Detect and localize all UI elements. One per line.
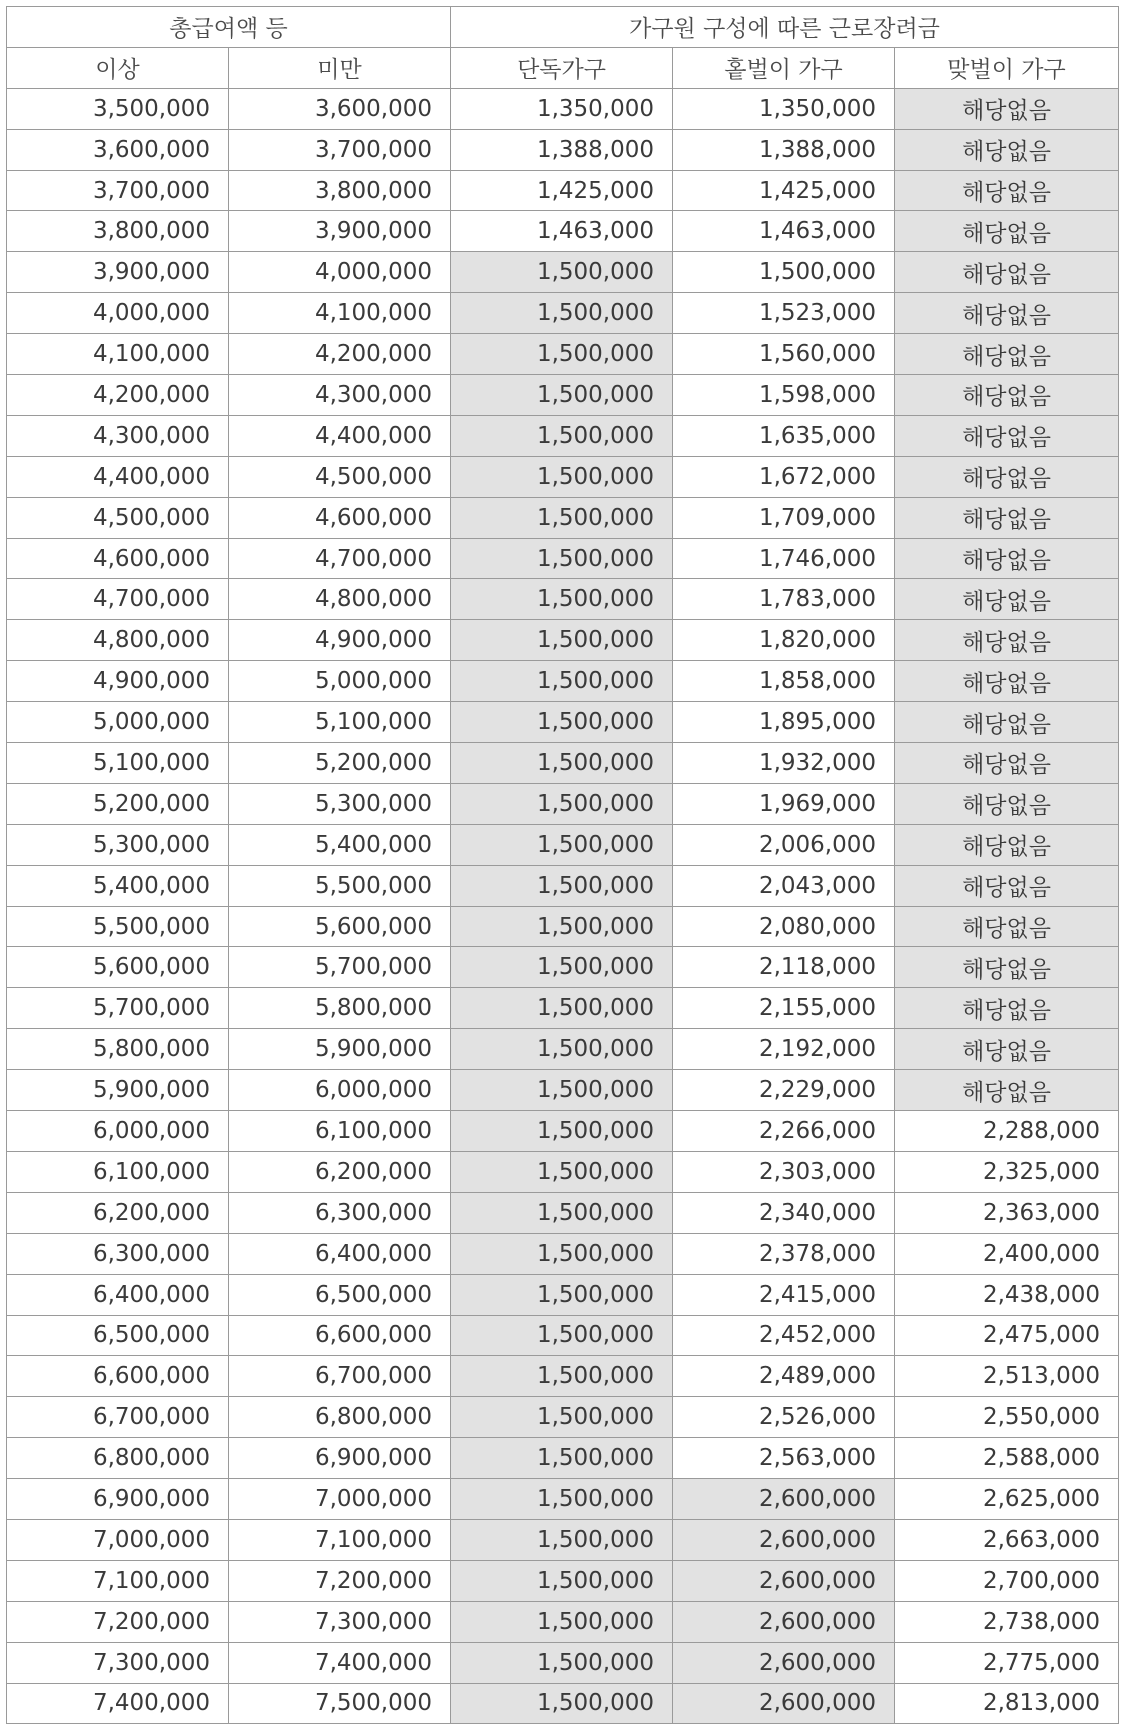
table-row: [7, 1029, 1119, 1070]
cell-dual-earner: 해당없음: [895, 1029, 1119, 1070]
table-row: [7, 252, 1119, 293]
cell-single-earner: 1,463,000: [673, 211, 895, 252]
cell-single: 1,500,000: [451, 1642, 673, 1683]
column-header-max: 미만: [229, 47, 451, 88]
table-row: [7, 783, 1119, 824]
cell-dual-earner: 해당없음: [895, 661, 1119, 702]
table-row: [7, 1479, 1119, 1520]
cell-single-earner: 2,452,000: [673, 1315, 895, 1356]
cell-dual-earner: 해당없음: [895, 947, 1119, 988]
cell-min: 7,300,000: [7, 1642, 229, 1683]
cell-min: 6,000,000: [7, 1111, 229, 1152]
cell-dual-earner: 2,700,000: [895, 1560, 1119, 1601]
cell-max: 4,500,000: [229, 456, 451, 497]
cell-single: 1,500,000: [451, 1356, 673, 1397]
table-row: [7, 906, 1119, 947]
cell-single-earner: 2,192,000: [673, 1029, 895, 1070]
cell-min: 6,800,000: [7, 1438, 229, 1479]
cell-max: 6,400,000: [229, 1233, 451, 1274]
cell-dual-earner: 2,288,000: [895, 1111, 1119, 1152]
cell-max: 7,300,000: [229, 1601, 451, 1642]
cell-min: 5,300,000: [7, 824, 229, 865]
table-row: [7, 1438, 1119, 1479]
cell-dual-earner: 해당없음: [895, 375, 1119, 416]
cell-min: 5,600,000: [7, 947, 229, 988]
cell-single-earner: 2,340,000: [673, 1192, 895, 1233]
cell-single: 1,425,000: [451, 170, 673, 211]
cell-min: 5,500,000: [7, 906, 229, 947]
cell-single: 1,500,000: [451, 906, 673, 947]
cell-min: 6,300,000: [7, 1233, 229, 1274]
cell-single-earner: 2,563,000: [673, 1438, 895, 1479]
cell-max: 5,900,000: [229, 1029, 451, 1070]
cell-dual-earner: 2,550,000: [895, 1397, 1119, 1438]
cell-max: 3,900,000: [229, 211, 451, 252]
cell-single-earner: 2,229,000: [673, 1070, 895, 1111]
cell-dual-earner: 2,588,000: [895, 1438, 1119, 1479]
cell-single: 1,500,000: [451, 1560, 673, 1601]
cell-single-earner: 2,600,000: [673, 1519, 895, 1560]
cell-single-earner: 1,932,000: [673, 743, 895, 784]
table-row: [7, 1111, 1119, 1152]
cell-max: 6,500,000: [229, 1274, 451, 1315]
table-row: [7, 293, 1119, 334]
cell-dual-earner: 해당없음: [895, 252, 1119, 293]
table-row: [7, 1601, 1119, 1642]
column-header-min: 이상: [7, 47, 229, 88]
cell-max: 4,900,000: [229, 620, 451, 661]
cell-single-earner: 2,118,000: [673, 947, 895, 988]
table-row: [7, 1519, 1119, 1560]
cell-single-earner: 2,600,000: [673, 1642, 895, 1683]
cell-dual-earner: 해당없음: [895, 88, 1119, 129]
cell-min: 4,400,000: [7, 456, 229, 497]
cell-single: 1,500,000: [451, 1192, 673, 1233]
cell-single-earner: 2,600,000: [673, 1683, 895, 1724]
cell-dual-earner: 해당없음: [895, 988, 1119, 1029]
table-row: [7, 702, 1119, 743]
cell-max: 5,300,000: [229, 783, 451, 824]
table-row: [7, 88, 1119, 129]
cell-dual-earner: 2,663,000: [895, 1519, 1119, 1560]
table-row: [7, 743, 1119, 784]
cell-max: 5,700,000: [229, 947, 451, 988]
table-row: [7, 579, 1119, 620]
table-row: [7, 211, 1119, 252]
cell-single-earner: 2,489,000: [673, 1356, 895, 1397]
cell-dual-earner: 해당없음: [895, 538, 1119, 579]
cell-single: 1,500,000: [451, 620, 673, 661]
cell-dual-earner: 2,363,000: [895, 1192, 1119, 1233]
cell-single-earner: 1,500,000: [673, 252, 895, 293]
cell-single-earner: 1,858,000: [673, 661, 895, 702]
cell-single: 1,500,000: [451, 1315, 673, 1356]
cell-max: 4,700,000: [229, 538, 451, 579]
cell-single-earner: 1,969,000: [673, 783, 895, 824]
cell-min: 7,400,000: [7, 1683, 229, 1724]
cell-single-earner: 1,425,000: [673, 170, 895, 211]
cell-single-earner: 2,526,000: [673, 1397, 895, 1438]
table-row: [7, 1683, 1119, 1724]
cell-dual-earner: 2,775,000: [895, 1642, 1119, 1683]
table-row: [7, 497, 1119, 538]
table-row: [7, 415, 1119, 456]
cell-single: 1,500,000: [451, 252, 673, 293]
cell-single: 1,500,000: [451, 1397, 673, 1438]
benefit-table-sheet: [6, 6, 1119, 1724]
cell-single: 1,500,000: [451, 1233, 673, 1274]
cell-single-earner: 2,006,000: [673, 824, 895, 865]
cell-min: 4,700,000: [7, 579, 229, 620]
cell-max: 7,000,000: [229, 1479, 451, 1520]
cell-min: 7,200,000: [7, 1601, 229, 1642]
cell-min: 7,100,000: [7, 1560, 229, 1601]
cell-max: 5,000,000: [229, 661, 451, 702]
cell-max: 4,800,000: [229, 579, 451, 620]
cell-min: 4,200,000: [7, 375, 229, 416]
cell-dual-earner: 해당없음: [895, 906, 1119, 947]
table-row: [7, 1397, 1119, 1438]
cell-min: 4,100,000: [7, 334, 229, 375]
cell-dual-earner: 해당없음: [895, 702, 1119, 743]
work-incentive-table: [6, 6, 1119, 1724]
cell-single-earner: 2,043,000: [673, 865, 895, 906]
cell-single-earner: 1,672,000: [673, 456, 895, 497]
cell-single-earner: 2,600,000: [673, 1601, 895, 1642]
cell-min: 4,300,000: [7, 415, 229, 456]
cell-min: 3,600,000: [7, 129, 229, 170]
cell-single-earner: 2,266,000: [673, 1111, 895, 1152]
cell-dual-earner: 해당없음: [895, 415, 1119, 456]
cell-max: 5,400,000: [229, 824, 451, 865]
table-row: [7, 1192, 1119, 1233]
table-row: [7, 865, 1119, 906]
cell-max: 7,200,000: [229, 1560, 451, 1601]
column-header-single-earner: 홑벌이 가구: [673, 47, 895, 88]
table-body: [7, 88, 1119, 1724]
cell-single: 1,500,000: [451, 865, 673, 906]
table-header: [7, 7, 1119, 89]
cell-max: 4,300,000: [229, 375, 451, 416]
cell-dual-earner: 2,438,000: [895, 1274, 1119, 1315]
cell-max: 6,800,000: [229, 1397, 451, 1438]
cell-min: 5,900,000: [7, 1070, 229, 1111]
cell-single: 1,500,000: [451, 456, 673, 497]
cell-single: 1,500,000: [451, 1274, 673, 1315]
cell-single: 1,500,000: [451, 824, 673, 865]
table-row: [7, 1315, 1119, 1356]
cell-single: 1,500,000: [451, 743, 673, 784]
cell-single-earner: 2,600,000: [673, 1560, 895, 1601]
cell-single-earner: 2,080,000: [673, 906, 895, 947]
table-row: [7, 1642, 1119, 1683]
cell-min: 7,000,000: [7, 1519, 229, 1560]
cell-max: 5,100,000: [229, 702, 451, 743]
cell-single-earner: 1,350,000: [673, 88, 895, 129]
cell-min: 6,900,000: [7, 1479, 229, 1520]
cell-min: 5,000,000: [7, 702, 229, 743]
cell-dual-earner: 2,475,000: [895, 1315, 1119, 1356]
table-row: [7, 1151, 1119, 1192]
cell-single-earner: 2,378,000: [673, 1233, 895, 1274]
cell-dual-earner: 해당없음: [895, 211, 1119, 252]
cell-max: 6,700,000: [229, 1356, 451, 1397]
table-row: [7, 170, 1119, 211]
cell-dual-earner: 해당없음: [895, 783, 1119, 824]
cell-max: 5,800,000: [229, 988, 451, 1029]
cell-single: 1,500,000: [451, 579, 673, 620]
cell-single-earner: 1,523,000: [673, 293, 895, 334]
cell-single: 1,500,000: [451, 988, 673, 1029]
cell-min: 3,900,000: [7, 252, 229, 293]
cell-single: 1,500,000: [451, 702, 673, 743]
cell-single: 1,500,000: [451, 1438, 673, 1479]
table-row: [7, 129, 1119, 170]
cell-max: 4,400,000: [229, 415, 451, 456]
table-row: [7, 1233, 1119, 1274]
cell-min: 3,500,000: [7, 88, 229, 129]
cell-single: 1,500,000: [451, 1479, 673, 1520]
cell-min: 6,400,000: [7, 1274, 229, 1315]
cell-min: 5,100,000: [7, 743, 229, 784]
table-row: [7, 620, 1119, 661]
cell-max: 5,600,000: [229, 906, 451, 947]
cell-min: 6,100,000: [7, 1151, 229, 1192]
cell-min: 6,200,000: [7, 1192, 229, 1233]
cell-min: 3,800,000: [7, 211, 229, 252]
cell-max: 3,800,000: [229, 170, 451, 211]
column-header-dual-earner: 맞벌이 가구: [895, 47, 1119, 88]
cell-dual-earner: 해당없음: [895, 743, 1119, 784]
cell-min: 4,500,000: [7, 497, 229, 538]
cell-min: 5,700,000: [7, 988, 229, 1029]
cell-dual-earner: 해당없음: [895, 1070, 1119, 1111]
cell-max: 7,400,000: [229, 1642, 451, 1683]
table-row: [7, 1274, 1119, 1315]
cell-dual-earner: 해당없음: [895, 579, 1119, 620]
cell-max: 5,500,000: [229, 865, 451, 906]
cell-min: 4,000,000: [7, 293, 229, 334]
cell-single: 1,388,000: [451, 129, 673, 170]
cell-max: 6,000,000: [229, 1070, 451, 1111]
cell-single: 1,500,000: [451, 1111, 673, 1152]
table-row: [7, 538, 1119, 579]
cell-max: 3,700,000: [229, 129, 451, 170]
cell-single: 1,350,000: [451, 88, 673, 129]
cell-single-earner: 2,600,000: [673, 1479, 895, 1520]
cell-max: 4,600,000: [229, 497, 451, 538]
cell-max: 6,300,000: [229, 1192, 451, 1233]
cell-dual-earner: 2,738,000: [895, 1601, 1119, 1642]
cell-dual-earner: 해당없음: [895, 170, 1119, 211]
table-row: [7, 988, 1119, 1029]
cell-max: 4,100,000: [229, 293, 451, 334]
cell-dual-earner: 해당없음: [895, 129, 1119, 170]
cell-single: 1,500,000: [451, 293, 673, 334]
cell-dual-earner: 2,625,000: [895, 1479, 1119, 1520]
cell-dual-earner: 2,513,000: [895, 1356, 1119, 1397]
cell-single: 1,500,000: [451, 947, 673, 988]
cell-single: 1,500,000: [451, 783, 673, 824]
cell-max: 6,600,000: [229, 1315, 451, 1356]
cell-min: 4,900,000: [7, 661, 229, 702]
table-row: [7, 661, 1119, 702]
cell-single: 1,500,000: [451, 415, 673, 456]
cell-single-earner: 1,560,000: [673, 334, 895, 375]
cell-max: 4,200,000: [229, 334, 451, 375]
cell-single: 1,500,000: [451, 538, 673, 579]
cell-single-earner: 1,783,000: [673, 579, 895, 620]
cell-max: 7,500,000: [229, 1683, 451, 1724]
cell-min: 6,500,000: [7, 1315, 229, 1356]
cell-single-earner: 1,709,000: [673, 497, 895, 538]
cell-single: 1,463,000: [451, 211, 673, 252]
cell-max: 3,600,000: [229, 88, 451, 129]
column-header-single: 단독가구: [451, 47, 673, 88]
table-row: [7, 375, 1119, 416]
group-header-incentive: 가구원 구성에 따른 근로장려금: [451, 7, 1119, 48]
cell-min: 6,600,000: [7, 1356, 229, 1397]
cell-single-earner: 1,746,000: [673, 538, 895, 579]
cell-single: 1,500,000: [451, 1519, 673, 1560]
cell-single: 1,500,000: [451, 1029, 673, 1070]
cell-max: 6,200,000: [229, 1151, 451, 1192]
table-row: [7, 1560, 1119, 1601]
cell-dual-earner: 2,325,000: [895, 1151, 1119, 1192]
table-row: [7, 824, 1119, 865]
cell-max: 5,200,000: [229, 743, 451, 784]
cell-min: 4,800,000: [7, 620, 229, 661]
cell-single: 1,500,000: [451, 1683, 673, 1724]
cell-single-earner: 2,155,000: [673, 988, 895, 1029]
cell-dual-earner: 해당없음: [895, 620, 1119, 661]
cell-max: 7,100,000: [229, 1519, 451, 1560]
cell-single: 1,500,000: [451, 661, 673, 702]
table-row: [7, 947, 1119, 988]
cell-single-earner: 1,635,000: [673, 415, 895, 456]
cell-single: 1,500,000: [451, 334, 673, 375]
cell-max: 6,900,000: [229, 1438, 451, 1479]
cell-single-earner: 1,895,000: [673, 702, 895, 743]
cell-min: 5,800,000: [7, 1029, 229, 1070]
cell-min: 5,400,000: [7, 865, 229, 906]
cell-min: 6,700,000: [7, 1397, 229, 1438]
cell-min: 3,700,000: [7, 170, 229, 211]
column-header-row: [7, 47, 1119, 88]
cell-single-earner: 1,820,000: [673, 620, 895, 661]
cell-single: 1,500,000: [451, 1070, 673, 1111]
cell-dual-earner: 해당없음: [895, 456, 1119, 497]
cell-dual-earner: 해당없음: [895, 497, 1119, 538]
cell-single-earner: 1,388,000: [673, 129, 895, 170]
table-row: [7, 1070, 1119, 1111]
cell-single-earner: 1,598,000: [673, 375, 895, 416]
cell-max: 4,000,000: [229, 252, 451, 293]
cell-min: 4,600,000: [7, 538, 229, 579]
cell-dual-earner: 해당없음: [895, 824, 1119, 865]
cell-dual-earner: 2,813,000: [895, 1683, 1119, 1724]
cell-single: 1,500,000: [451, 1151, 673, 1192]
cell-single-earner: 2,303,000: [673, 1151, 895, 1192]
cell-single-earner: 2,415,000: [673, 1274, 895, 1315]
cell-dual-earner: 2,400,000: [895, 1233, 1119, 1274]
cell-single: 1,500,000: [451, 1601, 673, 1642]
cell-dual-earner: 해당없음: [895, 865, 1119, 906]
cell-dual-earner: 해당없음: [895, 293, 1119, 334]
cell-dual-earner: 해당없음: [895, 334, 1119, 375]
group-header-row: [7, 7, 1119, 48]
table-row: [7, 456, 1119, 497]
table-row: [7, 334, 1119, 375]
cell-max: 6,100,000: [229, 1111, 451, 1152]
cell-min: 5,200,000: [7, 783, 229, 824]
table-row: [7, 1356, 1119, 1397]
cell-single: 1,500,000: [451, 375, 673, 416]
cell-single: 1,500,000: [451, 497, 673, 538]
group-header-income: 총급여액 등: [7, 7, 451, 48]
